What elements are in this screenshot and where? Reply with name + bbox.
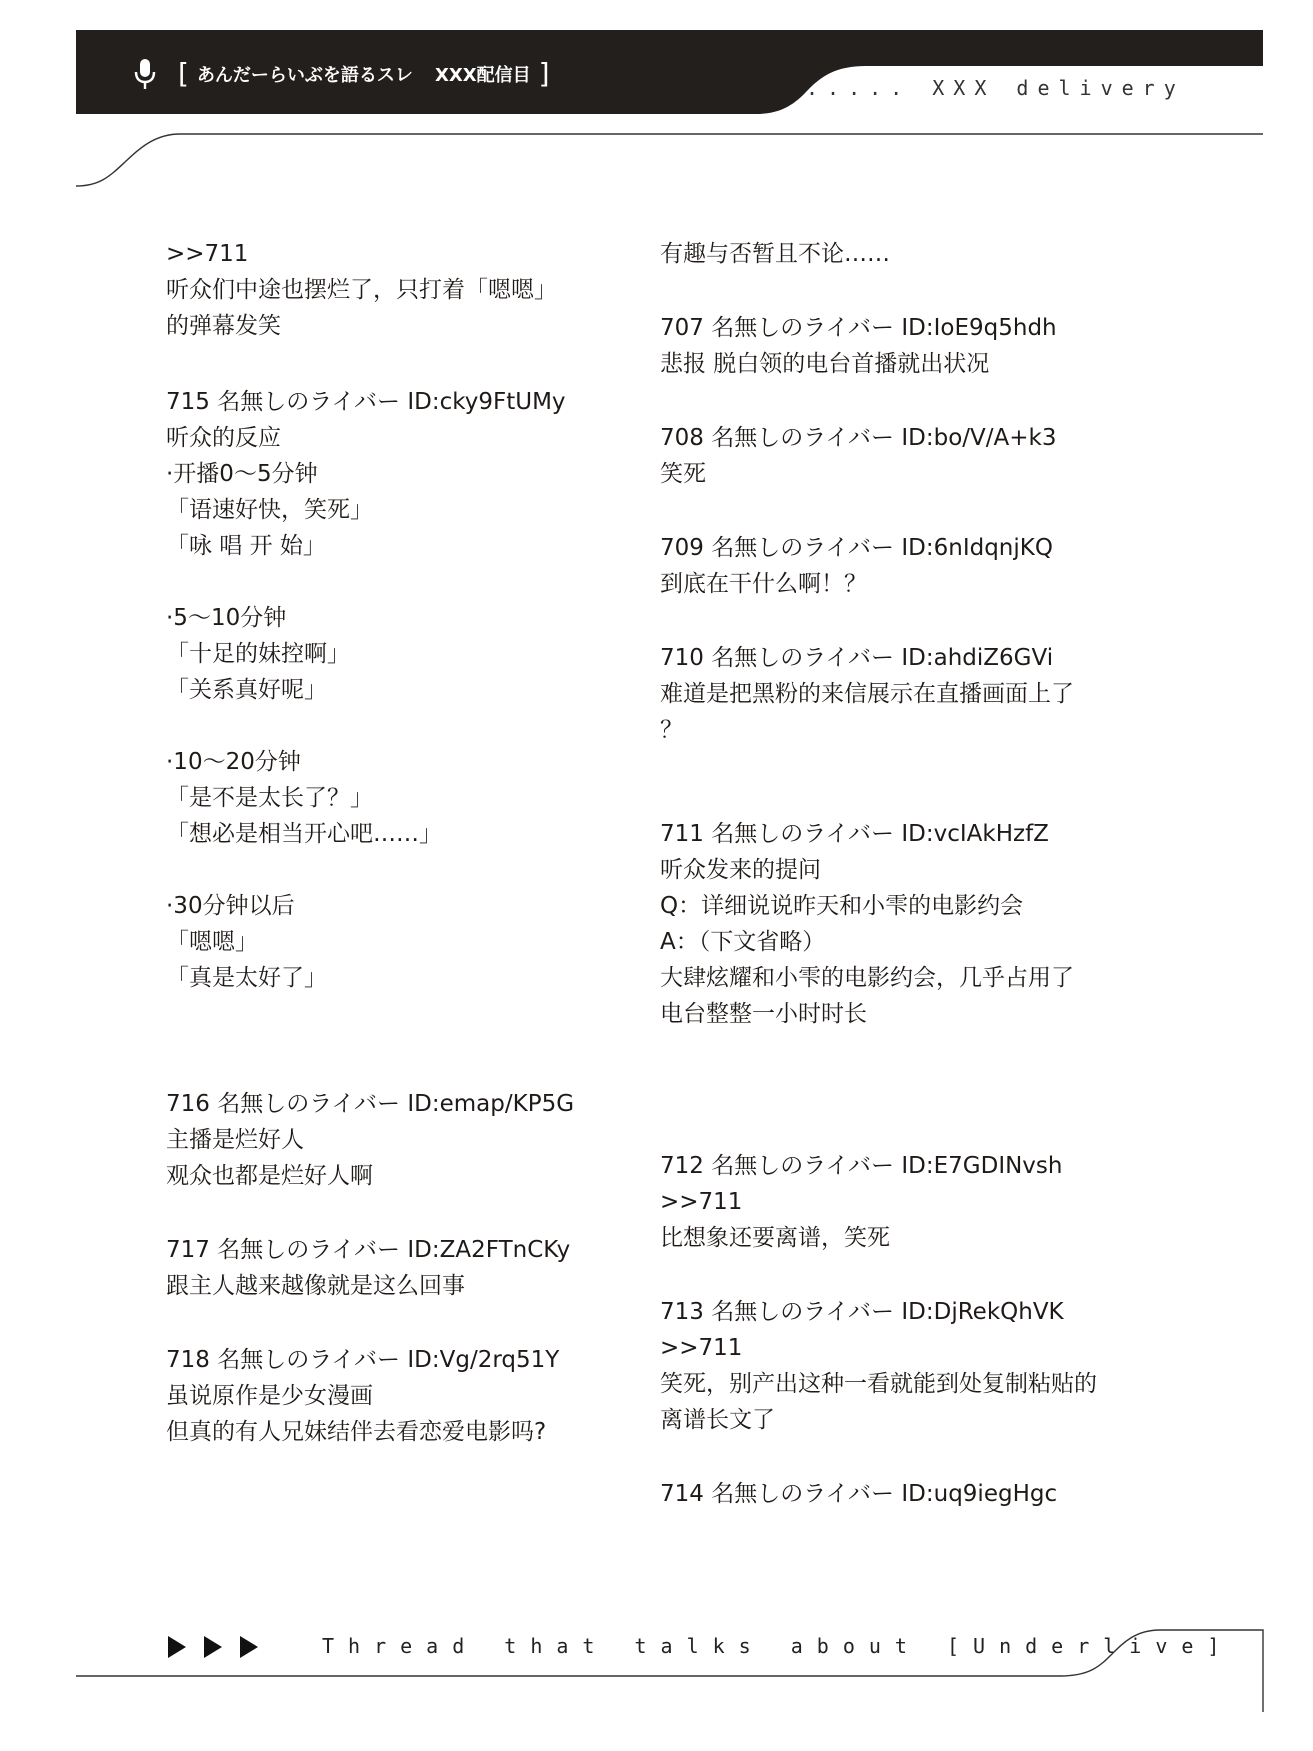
post-header: 716 名無しのライバー ID:emap/KP5G: [166, 1091, 575, 1117]
thread-post: [660, 236, 1140, 272]
post-line: 电台整整一小时时长: [660, 1001, 867, 1027]
channel-title: XXX配信目: [434, 65, 531, 86]
post-line: A：（下文省略）: [660, 929, 826, 955]
post-line: 悲报 脱白领的电台首播就出状况: [660, 351, 990, 377]
post-header: 709 名無しのライバー ID:6nIdqnjKQ: [660, 535, 1053, 561]
arrow-icon: [168, 1636, 186, 1658]
post-line: 观众也都是烂好人啊: [166, 1163, 373, 1189]
thread-post: [166, 1342, 606, 1450]
thread-post: [660, 640, 1140, 748]
post-line: 离谱长文了: [660, 1407, 775, 1433]
post-header: 717 名無しのライバー ID:ZA2FTnCKy: [166, 1237, 571, 1263]
thread-post: [166, 384, 606, 564]
post-line: 听众们中途也摆烂了，只打着「嗯嗯」: [166, 277, 557, 303]
thread-post: [660, 420, 1140, 492]
header-subtitle: ..... XXX delivery: [806, 76, 1185, 100]
thread-post: [660, 310, 1140, 382]
thread-post: [166, 888, 606, 996]
header-divider: [0, 0, 1313, 200]
thread-post: [166, 1086, 606, 1194]
post-line: >>711: [166, 241, 249, 267]
post-header: 708 名無しのライバー ID:bo/V/A+k3: [660, 425, 1057, 451]
post-line: 「是不是太长了？」: [166, 785, 373, 811]
post-line: 听众发来的提问: [660, 857, 821, 883]
post-line: ？: [660, 717, 683, 743]
triple-arrow-icon: [168, 1636, 258, 1658]
title-bracket-left: [: [178, 57, 189, 90]
thread-post: [166, 600, 606, 708]
post-line: ·开播0～5分钟: [166, 461, 318, 487]
arrow-icon: [204, 1636, 222, 1658]
thread-post: [660, 1148, 1140, 1256]
thread-title: あんだーらいぶを語るスレ: [196, 65, 413, 86]
post-line: 听众的反应: [166, 425, 281, 451]
thread-post: [166, 744, 606, 852]
post-header: 715 名無しのライバー ID:cky9FtUMy: [166, 389, 566, 415]
thread-post: [166, 236, 606, 344]
thread-post: [660, 530, 1140, 602]
post-line: 跟主人越来越像就是这么回事: [166, 1273, 465, 1299]
post-line: >>711: [660, 1189, 743, 1215]
post-line: 「咏 唱 开 始」: [166, 533, 326, 559]
thread-post: [660, 1294, 1140, 1438]
post-line: 难道是把黑粉的来信展示在直播画面上了: [660, 681, 1074, 707]
post-line: 但真的有人兄妹结伴去看恋爱电影吗?: [166, 1419, 547, 1445]
post-line: ·30分钟以后: [166, 893, 295, 919]
post-line: ·10～20分钟: [166, 749, 301, 775]
post-header: 713 名無しのライバー ID:DjRekQhVK: [660, 1299, 1064, 1325]
post-line: 虽说原作是少女漫画: [166, 1383, 373, 1409]
post-line: 的弹幕发笑: [166, 313, 281, 339]
post-line: 「真是太好了」: [166, 965, 327, 991]
post-line: 「想必是相当开心吧……」: [166, 821, 442, 847]
thread-post: [660, 816, 1140, 1032]
title-bracket-right: ]: [538, 57, 550, 90]
post-line: ·5～10分钟: [166, 605, 287, 631]
post-line: 「十足的妹控啊」: [166, 641, 350, 667]
post-line: 大肆炫耀和小雫的电影约会，几乎占用了: [660, 965, 1074, 991]
thread-post: [660, 1476, 1140, 1512]
arrow-icon: [240, 1636, 258, 1658]
post-header: 710 名無しのライバー ID:ahdiZ6GVi: [660, 645, 1054, 671]
post-header: 714 名無しのライバー ID:uq9iegHgc: [660, 1481, 1058, 1507]
post-line: 到底在干什么啊！？: [660, 571, 867, 597]
post-line: 「嗯嗯」: [166, 929, 258, 955]
post-line: 「关系真好呢」: [166, 677, 327, 703]
post-header: 711 名無しのライバー ID:vcIAkHzfZ: [660, 821, 1049, 847]
post-header: 712 名無しのライバー ID:E7GDINvsh: [660, 1153, 1063, 1179]
post-line: 笑死: [660, 461, 706, 487]
post-line: 「语速好快，笑死」: [166, 497, 373, 523]
post-line: Q：详细说说昨天和小雫的电影约会: [660, 893, 1024, 919]
post-line: 有趣与否暂且不论……: [660, 241, 890, 267]
post-line: 笑死，别产出这种一看就能到处复制粘贴的: [660, 1371, 1097, 1397]
post-line: 比想象还要离谱，笑死: [660, 1225, 890, 1251]
post-header: 707 名無しのライバー ID:IoE9q5hdh: [660, 315, 1057, 341]
footer-text: Thread that talks about [Underlive]: [322, 1634, 1234, 1658]
post-line: 主播是烂好人: [166, 1127, 304, 1153]
thread-post: [166, 1232, 606, 1304]
post-header: 718 名無しのライバー ID:Vg/2rq51Y: [166, 1347, 560, 1373]
post-line: >>711: [660, 1335, 743, 1361]
